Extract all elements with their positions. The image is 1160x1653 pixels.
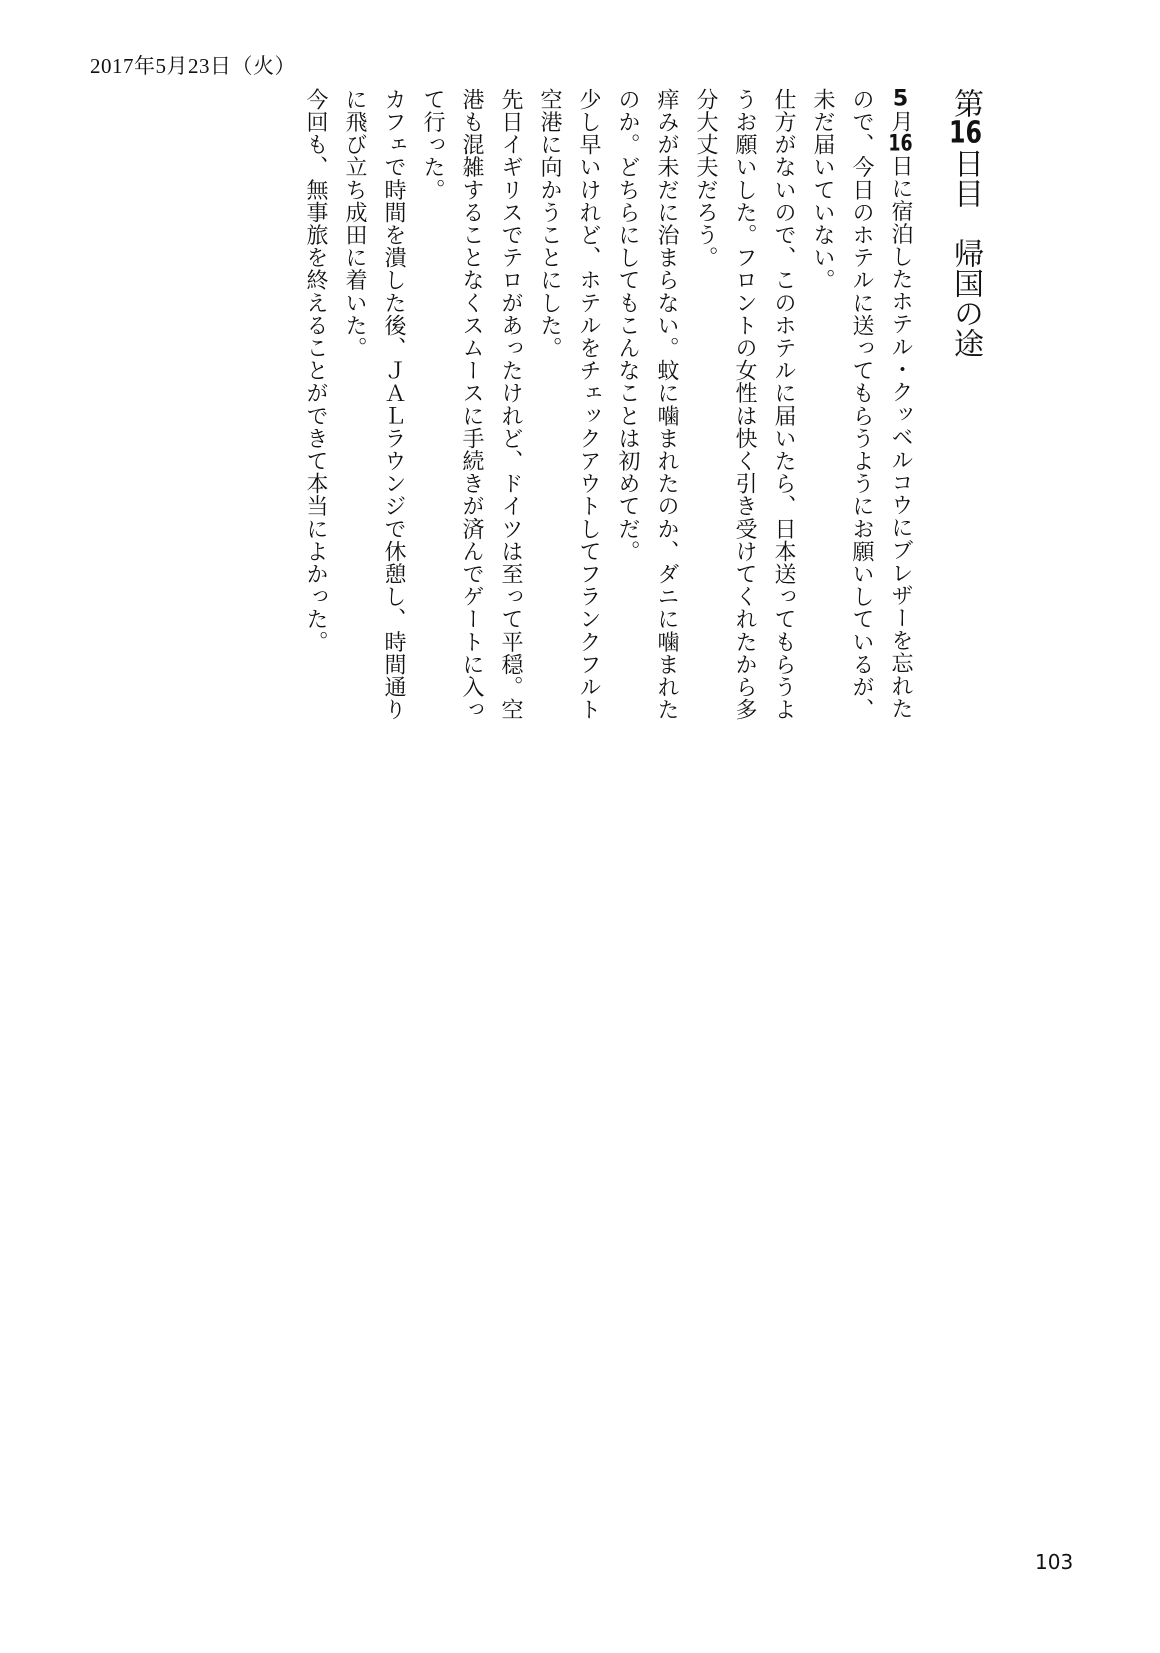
paragraph — [803, 88, 920, 728]
paragraph-text: 月 — [888, 110, 913, 133]
paragraph-text: 今回も、無事旅を終えることができて本当によかった。 — [303, 88, 328, 653]
paragraph-text: 少し早いけれど、ホテルをチェックアウトしてフランクフルト空港に向かうことにした。 — [537, 88, 601, 721]
page-date: 2017年5月23日（火） — [90, 54, 296, 78]
title-spacer — [950, 208, 980, 238]
number-text: 16 — [888, 132, 913, 155]
chapter-day-number: 16 — [949, 118, 982, 148]
paragraph — [335, 88, 413, 728]
chapter-title — [948, 88, 983, 728]
paragraph — [413, 88, 530, 728]
paragraph-text: 仕方がないので、このホテルに届いたら、日本送ってもらうようお願いした。フロントの女性は快く引き受けてくれたから多分大丈夫だろう。 — [693, 88, 796, 721]
paragraph-text: 日に宿泊したホテル・クッベルコウにブレザーを忘れたので、今日のホテルに送ってもらうようにお願いしているが、未だ届いていない。 — [810, 88, 913, 721]
chapter-heading: 帰国の途 — [948, 238, 983, 358]
paragraph — [686, 88, 803, 728]
chapter-prefix: 第 — [948, 88, 983, 118]
page-number: 103 — [1035, 1550, 1074, 1574]
paragraph-text: 痒みが未だに治まらない。蚊に噛まれたのか、ダニに噛まれたのか。どちらにしてもこんなことは初めてだ。 — [615, 88, 679, 721]
paragraph — [608, 88, 686, 728]
paragraph-text: カフェで時間を潰した後、ＪＡＬラウンジで休憩し、時間通りに飛び立ち成田に着いた。 — [342, 88, 406, 721]
number-text: 5 — [892, 88, 909, 110]
paragraph — [530, 88, 608, 728]
vertical-text-area — [296, 88, 983, 728]
paragraph-text: 先日イギリスでテロがあったけれど、ドイツは至って平穏。空港も混雑することなくスムースに手続きが済んでゲートに入って行った。 — [420, 88, 523, 721]
body-text — [296, 88, 920, 728]
paragraph — [296, 88, 335, 728]
chapter-suffix: 日目 — [948, 148, 983, 208]
